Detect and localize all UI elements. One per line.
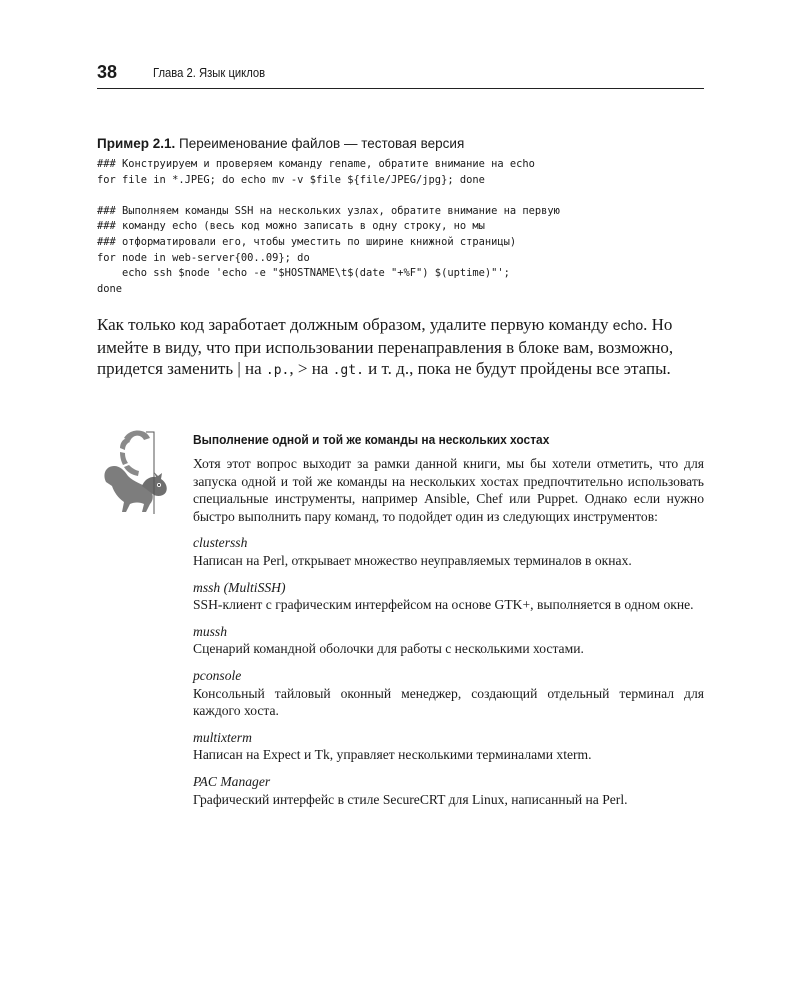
chapter-title: Глава 2. Язык циклов (153, 66, 266, 80)
code-line: ### команду echo (весь код можно записать в одну строку, но мы (97, 220, 485, 233)
paragraph-text: и т. д., пока не будут пройдены все этапы. (363, 359, 671, 378)
sidebar-title: Выполнение одной и той же команды на нескольких хостах (193, 432, 550, 447)
code-line: ### отформатировали его, чтобы уместить по ширине книжной страницы) (97, 235, 517, 248)
tool-description: Консольный тайловый оконный менеджер, создающий отдельный терминал для каждого хоста. (193, 685, 704, 719)
lemur-icon (84, 426, 174, 516)
tool-description: Написан на Expect и Tk, управляет несколькими терминалами xterm. (193, 747, 592, 763)
page-number: 38 (97, 62, 118, 82)
sidebar-note (193, 432, 704, 808)
paragraph-text: . Но имейте в виду, что при использовании перенаправления в блоке вам, возможно, придется заменить | на (97, 315, 674, 378)
tool-name: PAC Manager (193, 773, 271, 789)
paragraph-text: Как только код заработает должным образом, удалите первую команду (97, 315, 613, 334)
paragraph-text: , > на (289, 359, 333, 378)
example-caption: Переименование файлов — тестовая версия (179, 136, 465, 151)
tool-description: SSH-клиент с графическим интерфейсом на основе GTK+, выполняется в одном окне. (193, 597, 694, 613)
body-paragraph (97, 314, 705, 382)
code-line: echo ssh $node 'echo -e "$HOSTNAME\t$(date "+%F") $(uptime)"'; (97, 267, 510, 280)
code-listing (97, 157, 560, 297)
page-header (97, 58, 704, 89)
example-title (97, 136, 464, 151)
code-line: for node in web-server{00..09}; do (97, 251, 310, 264)
inline-code-echo: echo (612, 317, 644, 333)
tool-description: Графический интерфейс в стиле SecureCRT для Linux, написанный на Perl. (193, 791, 628, 807)
inline-code-gt: .gt. (332, 363, 364, 378)
tool-name: mussh (193, 623, 227, 639)
tool-entry (193, 579, 704, 614)
code-line (97, 188, 560, 204)
tool-description: Сценарий командной оболочки для работы с несколькими хостами. (193, 641, 584, 657)
code-line: for file in *.JPEG; do echo mv -v $file ${file/JPEG/jpg}; done (97, 173, 485, 186)
code-line: ### Конструируем и проверяем команду rename, обратите внимание на echo (97, 158, 535, 170)
code-line: ### Выполняем команды SSH на нескольких узлах, обратите внимание на первую (97, 204, 560, 217)
code-line: done (97, 282, 123, 295)
tool-entry (193, 623, 704, 658)
tool-entry (193, 729, 704, 764)
example-label: Пример 2.1. (97, 136, 176, 151)
tool-entry (193, 534, 704, 569)
tool-name: clusterssh (193, 535, 248, 551)
tool-entry (193, 667, 704, 720)
inline-code-p: .p. (265, 363, 290, 378)
sidebar-intro: Хотя этот вопрос выходит за рамки данной книги, мы бы хотели отметить, что для запуска одной и той же команды на нескольких хостах предпочтительно использовать специальные инструменты, например Ansible, Chef или Puppet. Однако если нужно быстро выполнить пару команд, то подойдет один из следующих инструментов: (193, 456, 704, 524)
tool-name: mssh (MultiSSH) (193, 579, 286, 595)
tool-entry (193, 773, 704, 808)
tool-description: Написан на Perl, открывает множество неуправляемых терминалов в окнах. (193, 552, 632, 568)
tool-name: pconsole (193, 667, 242, 683)
tool-name: multixterm (193, 729, 252, 745)
